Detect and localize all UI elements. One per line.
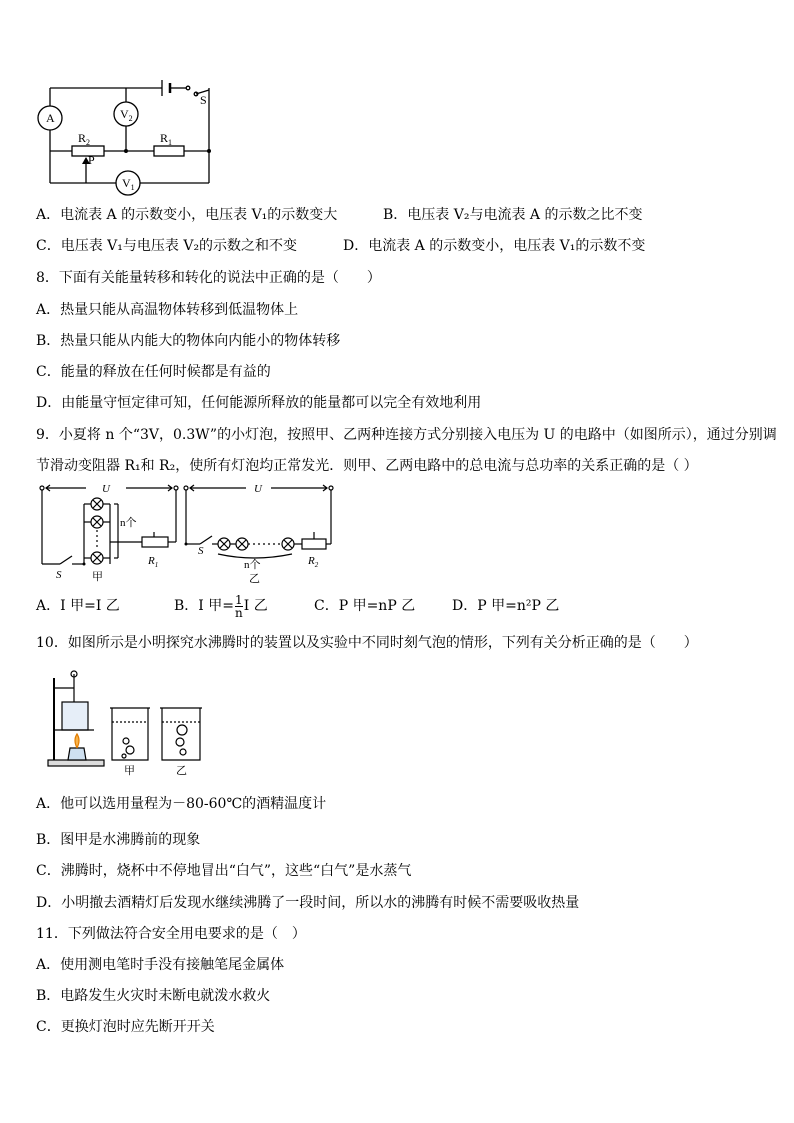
yi-caption: 乙 (249, 573, 260, 585)
yi-s-label: S (198, 545, 204, 557)
jia-n-label: n个 (120, 517, 137, 529)
r1-label: R (160, 131, 169, 145)
q11-option-b: B．电路发生火灾时未断电就泼水救火 (36, 988, 271, 1004)
svg-text:R1 (147, 555, 158, 569)
q11-stem: 11．下列做法符合安全用电要求的是（ ） (36, 926, 306, 942)
v2-sub: 2 (128, 114, 133, 123)
jia-caption: 甲 (92, 571, 103, 583)
q8-stem: 8．下面有关能量转移和转化的说法中正确的是（ ） (36, 270, 381, 286)
svg-text:R1 (160, 131, 172, 147)
yi-n-label: n个 (244, 559, 261, 571)
q9-option-a: A．I 甲=I 乙 (36, 598, 120, 614)
q9-option-b-prefix: B．I 甲= (174, 598, 234, 614)
v1-label: V (122, 176, 131, 190)
q10-option-c: C．沸腾时，烧杯中不停地冒出“白气”，这些“白气”是水蒸气 (36, 863, 412, 879)
svg-text:R2 (78, 131, 90, 147)
q10-option-b: B．图甲是水沸腾前的现象 (36, 832, 201, 848)
q10-option-a: A．他可以选用量程为－80-60℃的酒精温度计 (36, 796, 327, 812)
svg-text:V2 (120, 107, 133, 123)
svg-text:R2 (307, 555, 319, 569)
q10-option-d: D．小明撤去酒精灯后发现水继续沸腾了一段时间，所以水的沸腾有时候不需要吸收热量 (36, 895, 580, 911)
q10-jia-caption: 甲 (124, 765, 135, 777)
q8-option-d: D．由能量守恒定律可知，任何能源所释放的能量都可以完全有效地利用 (36, 395, 482, 411)
q9-option-b (174, 590, 268, 622)
r1-sub: 1 (168, 138, 173, 147)
slider-p-label: P (88, 153, 95, 167)
q8-option-a: A．热量只能从高温物体转移到低温物体上 (36, 302, 299, 318)
r2-fig-sub: 2 (314, 561, 319, 569)
q11-option-a: A．使用测电笔时手没有接触笔尾金属体 (36, 957, 285, 973)
v1-sub: 1 (130, 183, 135, 192)
q9-stem-line1: 9．小夏将 n 个“3V，0.3W”的小灯泡，按照甲、乙两种连接方式分别接入电压为 U 的电路中（如图所示），通过分别调 (36, 427, 777, 443)
q7-option-a: A．电流表 A 的示数变小，电压表 V₁的示数变大 (36, 207, 338, 223)
yi-u-label: U (254, 483, 262, 495)
q8-option-c: C．能量的释放在任何时候都是有益的 (36, 364, 271, 380)
jia-s-label: S (56, 569, 62, 581)
q7-option-b: B．电压表 V₂与电流表 A 的示数之比不变 (383, 207, 643, 223)
q7-option-d: D．电流表 A 的示数变小，电压表 V₁的示数不变 (343, 238, 646, 254)
q9-option-c: C．P 甲=nP 乙 (314, 598, 416, 614)
q9-option-b-fraction (235, 594, 243, 619)
q9-option-b-suffix: I 乙 (243, 598, 268, 614)
q9-option-d: D．P 甲=n²P 乙 (452, 598, 560, 614)
switch-s-label: S (200, 93, 207, 107)
fraction-numerator: 1 (235, 592, 243, 607)
q10-stem: 10．如图所示是小明探究水沸腾时的装置以及实验中不同时刻气泡的情形，下列有关分析正确的是（ ） (36, 635, 698, 651)
q9-circuit-diagrams (36, 482, 336, 587)
r2-fig-label: R (308, 555, 315, 567)
q7-circuit-diagram (36, 78, 236, 198)
q9-stem-line2: 节滑动变阻器 R₁和 R₂，使所有灯泡均正常发光．则甲、乙两电路中的总电流与总功率的关系正确的是（ ） (36, 458, 698, 474)
q10-boiling-apparatus-figure (44, 668, 214, 778)
r1-fig-sub: 1 (154, 561, 159, 569)
r2-sub: 2 (86, 138, 91, 147)
ammeter-label: A (46, 111, 55, 125)
v2-label: V (120, 107, 129, 121)
r2-label: R (78, 131, 87, 145)
q11-option-c: C．更换灯泡时应先断开开关 (36, 1019, 215, 1035)
jia-u-label: U (102, 483, 110, 495)
q7-option-c: C．电压表 V₁与电压表 V₂的示数之和不变 (36, 238, 298, 254)
q8-option-b: B．热量只能从内能大的物体向内能小的物体转移 (36, 333, 341, 349)
q10-yi-caption: 乙 (176, 765, 187, 777)
r1-fig-label: R (148, 555, 155, 567)
fraction-denominator: n (235, 605, 243, 620)
svg-text:V1 (122, 176, 135, 192)
